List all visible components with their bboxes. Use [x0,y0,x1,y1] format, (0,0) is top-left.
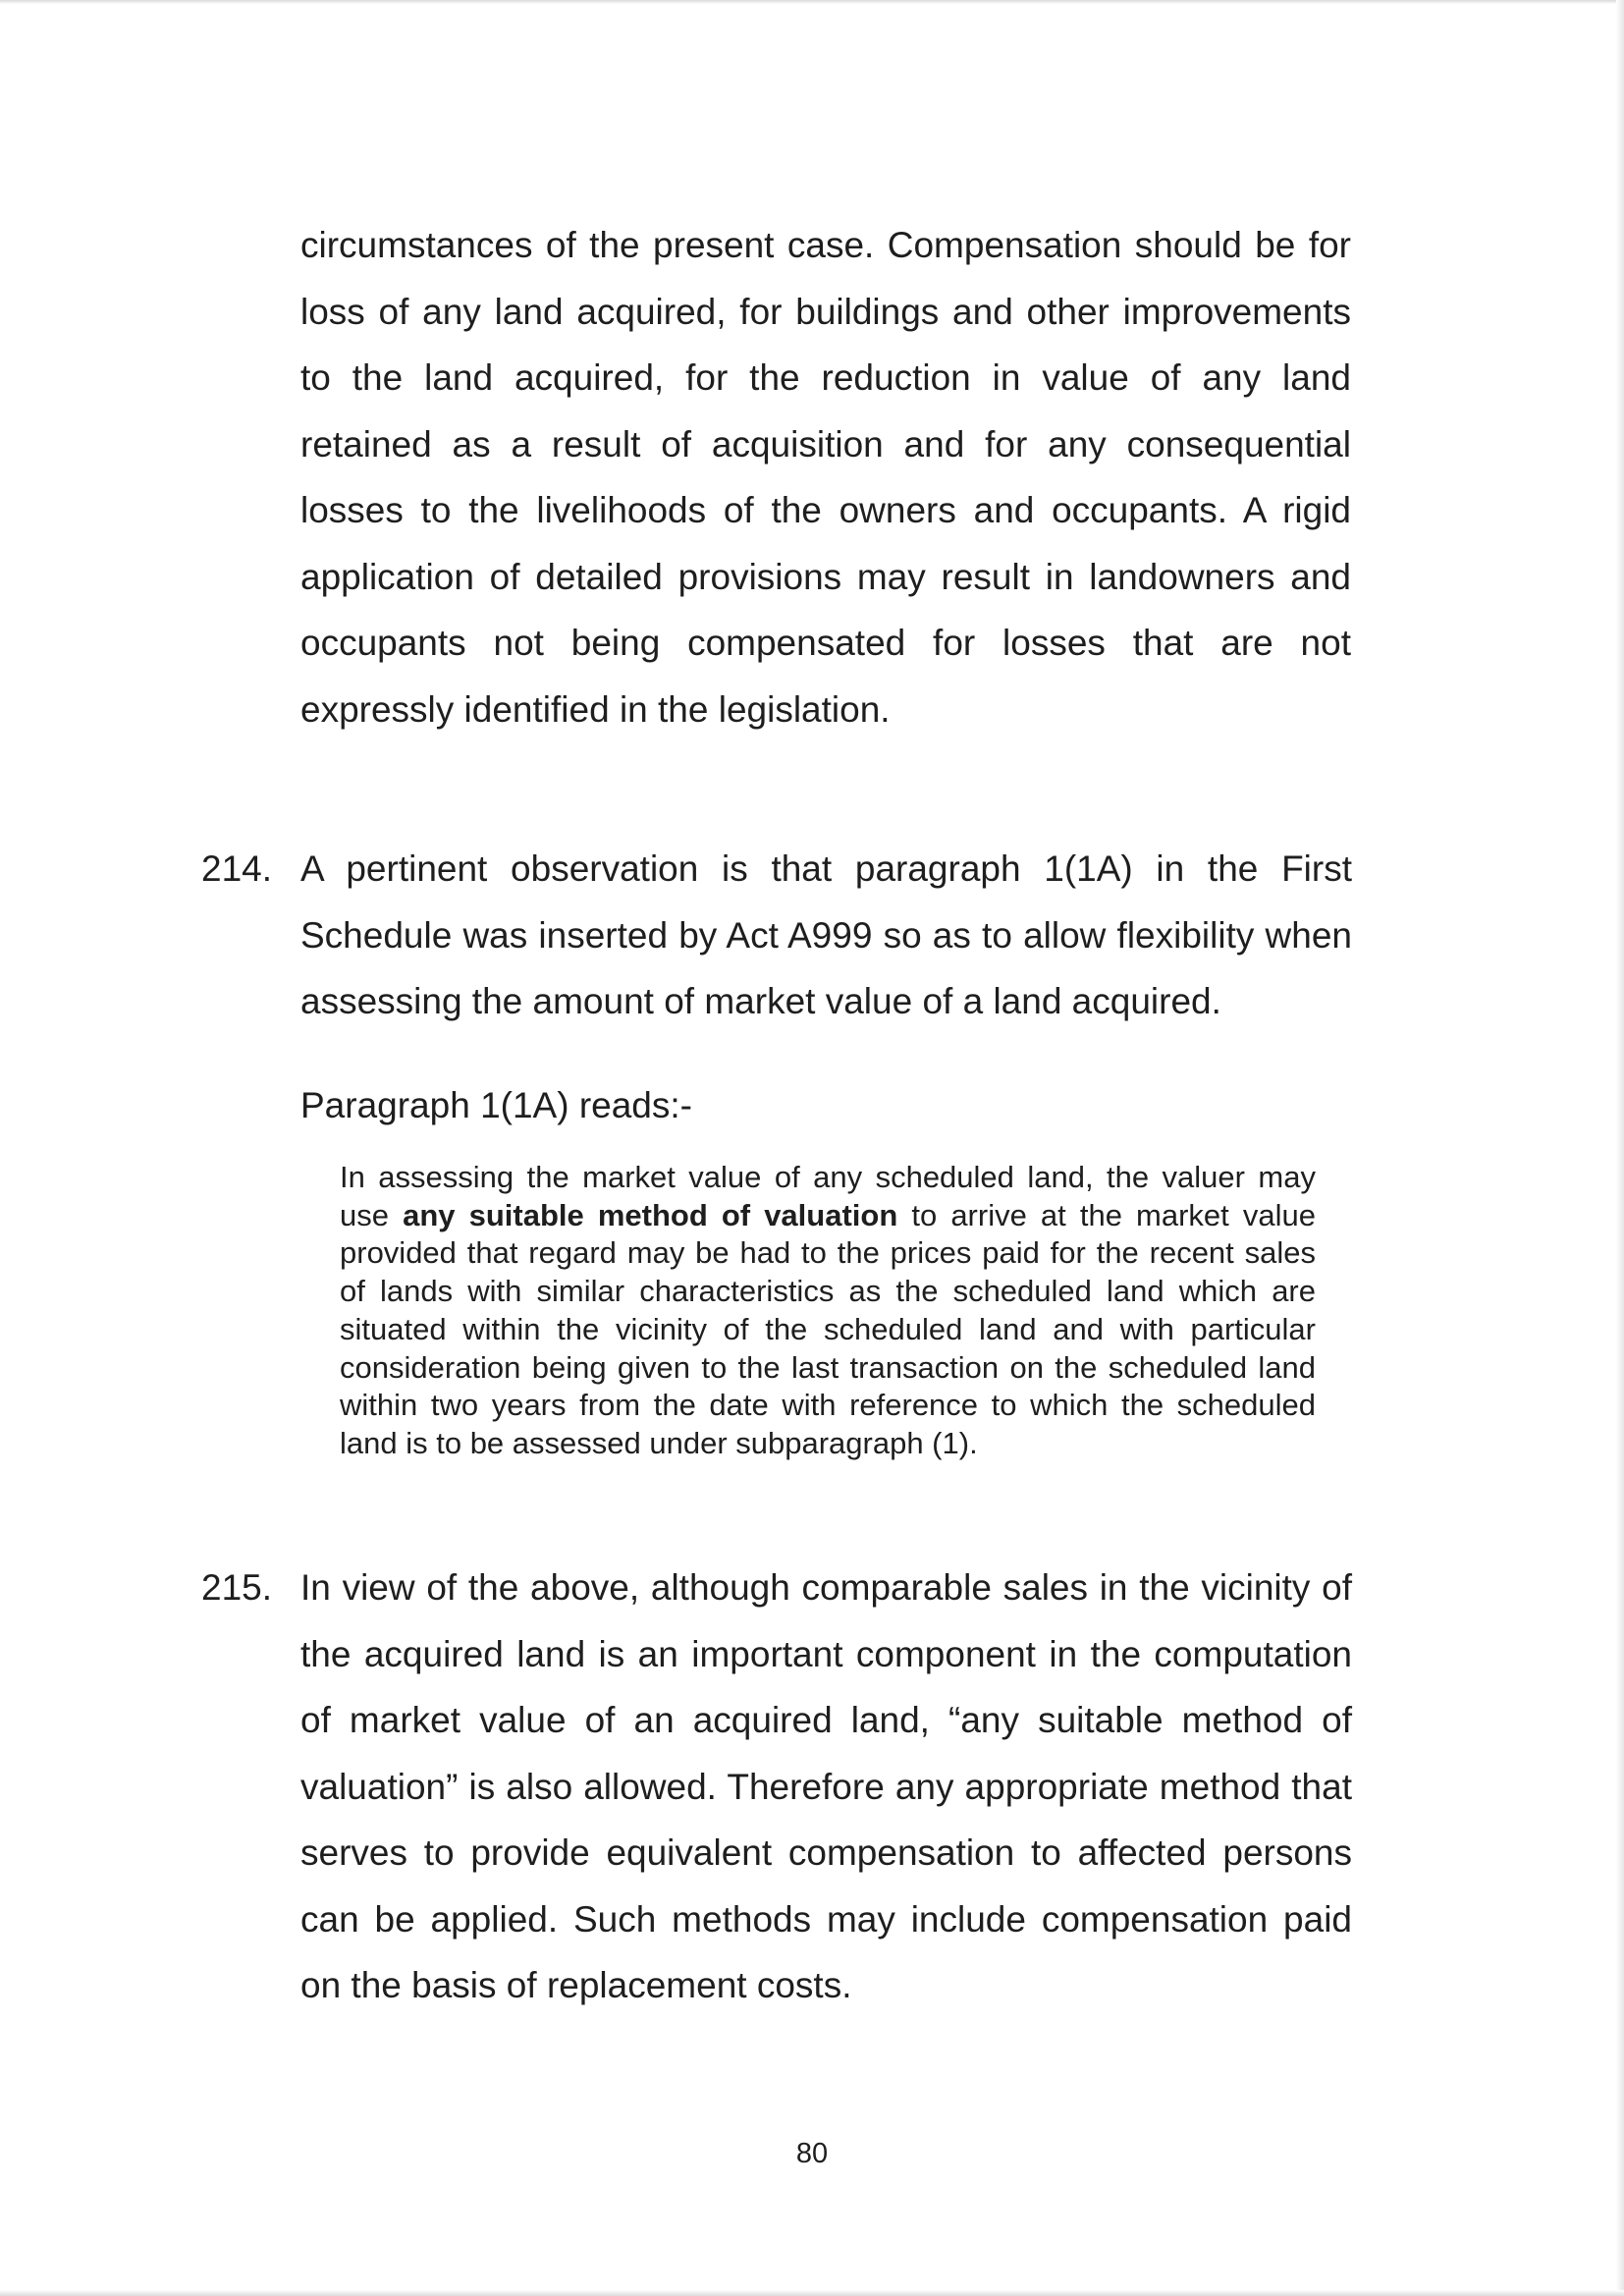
quote-text-after: to arrive at the market value provided that regard may be had to the prices paid for the recent sales of lands with similar characteristics as the scheduled land which are situated within the vicinity of the scheduled land and with particular consideration being given to the last transaction on the scheduled land within two years from the date with reference to which the scheduled land is to be assessed under subparagraph (1). [340,1197,1316,1460]
paragraph-text: In view of the above, although comparable sales in the vicinity of the acquired land is an important component in the computation of market value of an acquired land, “any suitable method of valuation” is also allowed. Therefore any appropriate method that serves to provide equivalent compensation to affected persons can be applied. Such methods may include compensation paid on the basis of replacement costs. [300,1567,1352,2005]
paragraph-number: 214. [201,848,273,889]
page-number: 80 [795,2138,829,2169]
paragraph-number: 215. [201,1567,273,1608]
paragraph-215 [201,1555,1352,2019]
quote-intro: Paragraph 1(1A) reads:- [300,1085,692,1125]
block-quote [340,1159,1316,1463]
quote-emphasis: any suitable method of valuation [403,1197,898,1232]
paragraph-214 [201,836,1352,1035]
intro-paragraph: circumstances of the present case. Compensation should be for loss of any land acquired, for buildings and other improvements to the land acquired, for the reduction in value of any land retained as a result of acquisition and for any consequential losses to the livelihoods of the owners and occupants. A rigid application of detailed provisions may result in landowners and occupants not being compensated for losses that are not expressly identified in the legislation. [300,225,1351,730]
scan-edge-right [1616,0,1624,2296]
paragraph-text: A pertinent observation is that paragraph 1(1A) in the First Schedule was inserted by Act A999 so as to allow flexibility when assessing the amount of market value of a land acquired. [300,848,1352,1021]
scan-edge-top [0,0,1624,4]
scan-edge-bottom [0,2290,1624,2296]
quote-text-before: In assessing the market value of any scheduled land, the valuer may use [340,1160,1316,1232]
